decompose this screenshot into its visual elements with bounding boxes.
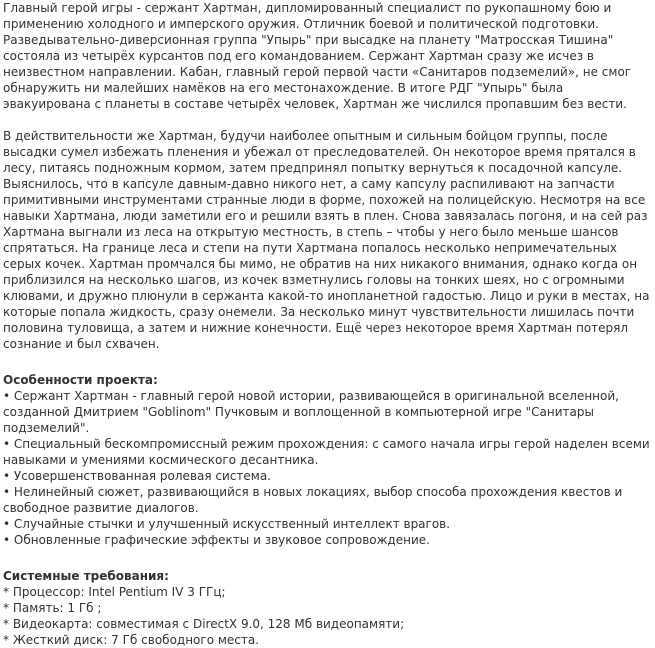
- requirements-list-item: * Видеокарта: совместимая с DirectX 9.0, 128 Мб видеопамяти;: [3, 617, 405, 631]
- requirements-list-item: * Жесткий диск: 7 Гб свободного места.: [3, 633, 260, 647]
- story-paragraph-2: В действительности же Хартман, будучи наиболее опытным и сильным бойцом группы, после высадки сумел избежать пленения и убежал от преследователей. Он некоторое время прятался в лесу, питаясь подножным кормом, затем предпринял попытку вернуться к посадочной капсуле. Выяснилось, что в капсуле давным-давно никого нет, а саму капсулу распиливают на запчасти примитивными инструментами странные люди в форме, похожей на полицейскую. Несмотря на все навыки Хартмана, люди заметили его и решили взять в плен. Снова завязалась погоня, и на сей раз Хартмана выгнали из леса на открытую местность, в степь – чтобы у него было меньше шансов спрятаться. На границе леса и степи на пути Хартмана попалось несколько непримечательных серых кочек. Хартман промчался бы мимо, не обратив на них никакого внимания, однако когда он приблизился на несколько шагов, из кочек взметнулись головы на тонких шеях, но с огромными клювами, и дружно плюнули в сержанта какой-то инопланетной гадостью. Лицо и руки в местах, на которые попала жидкость, сразу онемели. За несколько минут чувствительности лишилась почти половина туловища, а затем и нижние конечности. Ещё через некоторое время Хартман потерял сознание и был схвачен.: [3, 129, 650, 351]
- features-list: [3, 388, 653, 548]
- features-list-item: • Усовершенствованная ролевая система.: [3, 469, 271, 483]
- features-list-item: • Нелинейный сюжет, развивающийся в новых локациях, выбор способа прохождения квестов и свободное развитие диалогов.: [3, 485, 623, 515]
- requirements-list: [3, 584, 653, 648]
- requirements-heading: Системные требования:: [3, 569, 169, 583]
- spacer: [3, 352, 653, 368]
- features-list-item: • Сержант Хартман - главный герой новой истории, развивающейся в оригинальной вселенной, созданной Дмитрием "Goblinom" Пучковым и воплощенной в компьютерной игре "Санитары подземелий".: [3, 389, 619, 435]
- requirements-list-item: * Процессор: Intel Pentium IV 3 ГГц;: [3, 585, 226, 599]
- requirements-list-item: * Память: 1 Гб ;: [3, 601, 102, 615]
- spacer: [3, 548, 653, 564]
- story-paragraph-1: Главный герой игры - сержант Хартман, дипломированный специалист по рукопашному бою и применению холодного и имперского оружия. Отличник боевой и политической подготовки. Разведывательно-диверсионная группа "Упырь" при высадке на планету "Матросская Тишина" состояла из четырёх курсантов под его командованием. Сержант Хартман сразу же исчез в неизвестном направлении. Кабан, главный герой первой части «Санитаров подземелий», не смог обнаружить ни малейших намёков на его местонахождение. В итоге РДГ "Упырь" была эвакуирована с планеты в составе четырёх человек, Хартман же числился пропавшим без вести.: [3, 1, 632, 111]
- features-list-item: • Специальный бескомпромиссный режим прохождения: с самого начала игры герой наделен всеми навыками и умениями космического десантника.: [3, 437, 650, 467]
- spacer: [3, 112, 653, 128]
- features-list-item: • Обновленные графические эффекты и звуковое сопровождение.: [3, 533, 430, 547]
- features-heading: Особенности проекта:: [3, 373, 158, 387]
- features-list-item: • Случайные стычки и улучшенный искусственный интеллект врагов.: [3, 517, 451, 531]
